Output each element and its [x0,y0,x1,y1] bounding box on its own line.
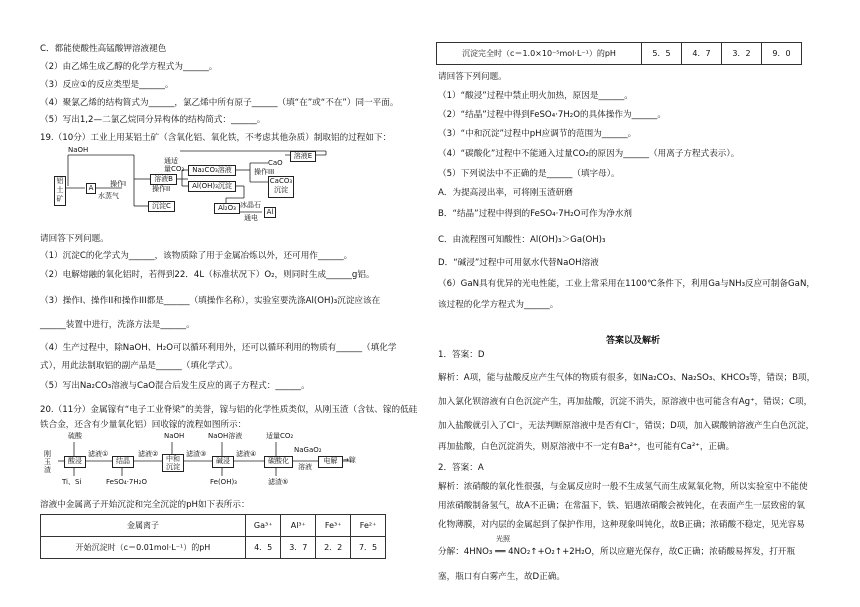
flow19-op2: 操作II [152,185,171,193]
answer-2-explain-4: 分解：4HNO₃ ══ 4NO₂↑+O₂↑+2H₂O，所以应避光保存，故C正确；浓硝酸易挥发，打开瓶 [438,547,796,557]
answer-1-explain-4: 再加盐酸，白色沉淀消失，则原溶液中不一定有Ba²⁺，也可能有Ca²⁺，正确。 [438,442,735,452]
table-cell: 9．0 [762,43,802,65]
flow20-filtrate-1: 滤液① [88,450,109,458]
flow19-al2o3: Al₂O₃ [214,203,240,214]
q20-part6: （6）GaN具有优异的光电性能，工业上常采用在1100℃条件下，利用Ga与NH₃反应可制备GaN， [438,279,815,289]
q20-intro: 20.（11分）金属镓有“电子工业脊梁”的美誉，镓与铝的化学性质类似，从刚玉渣（含钛、镓的低硅 [40,405,418,415]
flow20-neutralize-1: 中和 [166,455,180,463]
flow20-nagao2: NaGaO₂ [294,446,322,454]
q20-intro-cont: 铁合金，还含有少量氧化铝）回收镓的流程如图所示： [40,420,247,430]
answer-2-explain-2: 用浓硝酸制备氢气，故A不正确；在常温下，铁、铝遇浓硝酸会被钝化，在表面产生一层致密的氧 [438,501,805,511]
table-header-fe3: Fe³⁺ [316,515,351,537]
flow20-carbonation: 碳酸化 [264,456,293,468]
ph-table-top [40,514,386,559]
flow19-na2co3: Na₂CO₃溶液 [188,165,236,176]
flow19-caco3 [268,176,294,198]
table-header-ga: Ga³⁺ [246,515,281,537]
q19-part2: （2）电解熔融的氧化铝时，若得到22．4L（标准状况下）O₂，则同时生成______g铝。 [40,270,375,280]
right-column [436,0,836,607]
flow20-filtrate-2: 滤液② [138,450,159,458]
flow19-precipitate-c: 沉淀C [148,201,175,212]
flow20-neutralize-2: 沉淀 [166,463,180,471]
flow20-feoh3: Fe(OH)₃ [210,478,237,486]
table-header-ion: 金属离子 [41,515,246,537]
light-label: 光照 [496,535,510,543]
flow19-water: 水蒸气 [98,192,119,200]
flow20-nagao2-solution: 溶液 [298,463,312,471]
answer-2-explain-1: 解析：浓硝酸的氧化性很强，与金属反应时一般不生成氢气而生成氮氧化物，所以实验室中不能使 [438,482,808,492]
q20-option-d: D．“碱浸”过程中可用氨水代替NaOH溶液 [438,258,599,268]
q20-part5: （5）下列说法中不正确的是______（填字母）。 [438,169,620,179]
table-cell: 3．7 [281,537,316,559]
flow20-sulfuric-acid: 硫酸 [68,432,82,440]
answer-2-explain-5: 塞，瓶口有白雾产生，故D正确。 [438,572,565,582]
flow19-caco3-label: 沉淀 [274,186,288,194]
flow20-acid-leach: 酸浸 [64,456,86,468]
flow20-raw: 刚玉渣 [44,450,51,474]
q19-part4-cont: 式），用此法制取铝的副产品是______（填化学式）。 [40,361,238,371]
q20-option-b: B．“结晶”过程中得到的FeSO₄·7H₂O可作为净水剂 [438,209,633,219]
q18-part2: （2）由乙烯生成乙醇的化学方程式为______。 [40,62,218,72]
q20-part2: （2）“结晶”过程中得到FeSO₄·7H₂O的具体操作为______。 [438,110,666,120]
q19-part1: （1）沉淀C的化学式为______，该物质除了用于金属冶炼以外，还可用作______。 [40,251,353,261]
flow19-caco3-formula: CaCO₃ [269,177,293,185]
q19-part3: （3）操作I、操作II和操作III都是______（填操作名称），实验室要洗涤Al(OH)₃沉淀应该在 [40,296,381,306]
flow19-op1: 操作I [110,180,127,188]
flow20-naoh: NaOH [164,432,185,440]
left-column [36,0,430,607]
flow20-feso4: FeSO₄·7H₂O [106,478,147,486]
table-intro: 溶液中金属离子开始沉淀和完全沉淀的pH如下表所示： [40,500,250,510]
q20-part6-cont: 该过程的化学方程式为______。 [438,300,559,310]
q19-part4: （4）生产过程中，除NaOH、H₂O可以循环利用外，还可以循环利用的物质有______（填化学 [40,343,397,353]
flow19-co2-line2: 量CO₂ [164,165,185,173]
flow20-crystallize: 结晶 [112,456,134,468]
q19-intro: 19.（10分）工业上用某铝土矿（含氧化铝、氧化铁，不考虑其他杂质）制取铝的过程如下： [40,133,392,143]
answer-2: 2．答案：A [438,463,484,473]
flow19-naoh: NaOH [68,146,89,154]
table-cell: 2．2 [316,537,351,559]
flow19-cao: CaO [268,159,283,167]
answer-title: 答案以及解析 [606,336,661,346]
answer-2-explain-3: 化物薄膜，对内层的金属起到了保护作用，这种现象叫钝化，故B正确；浓硝酸不稳定，见光容易 [438,520,805,530]
flow20-co2: 适量CO₂ [266,432,294,440]
table-row-start [41,537,386,559]
flow20-ti-si: Ti、Si [62,478,82,486]
q18-option-c: C．都能使酸性高锰酸钾溶液褪色 [40,44,167,54]
flow19-a: A [86,183,96,194]
q20-option-a: A．为提高浸出率，可将刚玉渣研磨 [438,188,573,198]
table-row-complete [437,43,802,65]
flow19-electrolysis: 通电 [244,214,258,222]
flow19-co2-line1: 通适 [164,157,178,165]
table-cell: 5．5 [642,43,682,65]
flow-diagram-20 [40,432,370,494]
q20-option-c: C．由流程图可知酸性：Al(OH)₃＞Ga(OH)₃ [438,235,606,245]
q20-part4: （4）“碳酸化”过程中不能通入过量CO₂的原因为______（用离子方程式表示）。 [438,149,740,159]
q19-part3-cont: ______装置中进行，洗涤方法是______。 [40,320,195,330]
flow19-solution-e: 溶液E [290,151,316,162]
table-cell: 4．5 [246,537,281,559]
table-cell: 沉淀完全时（c＝1.0×10⁻⁵mol·L⁻¹）的pH [437,43,642,65]
q18-part4: （4）聚氯乙烯的结构简式为______，氯乙烯中所有原子______（填“在”或“不在”）同一平面。 [40,98,399,108]
answer-1: 1．答案：D [438,350,485,360]
ph-table-bottom [436,42,802,65]
table-cell: 7．5 [351,537,386,559]
q19-part5: （5）写出Na₂CO₃溶液与CaO混合后发生反应的离子方程式：______。 [40,381,310,391]
q18-part5: （5）写出1,2—二氯乙烷同分异构体的结构简式：______。 [40,115,266,125]
table-header-fe2: Fe²⁺ [351,515,386,537]
answer-1-explain-1: 解析：A项，能与盐酸反应产生气体的物质有很多，如Na₂CO₃、Na₂SO₃、KHCO₃等，错误；B项， [438,373,816,383]
flow20-electrolysis: 电解 [318,456,343,468]
answer-1-explain-2: 加入氯化钡溶液有白色沉淀产生，再加盐酸，沉淀不消失，原溶液中也可能含有Ag⁺，错误；C项， [438,397,813,407]
flow20-gallium: →镓 [343,456,356,464]
flow20-naoh-solution: NaOH溶液 [208,432,243,440]
flow20-neutralize [162,454,184,472]
flow20-alkali-leach: 碱浸 [212,456,234,468]
q18-part3: （3）反应①的反应类型是______。 [40,80,174,90]
flow20-residue-3: 滤渣③ [186,450,207,458]
table-header-al: Al³⁺ [281,515,316,537]
flow19-aloh3: Al(OH)₃沉淀 [188,181,236,192]
table-cell: 开始沉淀时（c＝0.01mol·L⁻¹）的pH [41,537,246,559]
table-cell: 4．7 [682,43,722,65]
flow20-residue-5: 滤渣⑤ [268,478,289,486]
q19-prompt: 请回答下列问题。 [40,234,109,244]
flow19-op3: 操作III [254,168,275,176]
flow-diagram-19 [40,146,340,222]
flow19-al: Al [264,207,276,218]
answer-1-explain-3: 加入盐酸就引入了Cl⁻，无法判断原溶液中是否有Cl⁻，错误；D项，加入碳酸钠溶液产生白色沉淀， [438,421,815,431]
flow19-cryolite: 冰晶石 [240,201,261,209]
flow19-solution-b: 溶液B [150,174,177,185]
flow19-ore: 铝土矿 [54,176,66,206]
q20-part1: （1）“酸浸”过程中禁止明火加热，原因是______。 [438,91,633,101]
q20-part3: （3）“中和沉淀”过程中pH应调节的范围为______。 [438,129,637,139]
q20-prompt: 请回答下列问题。 [438,72,507,82]
table-header-row [41,515,386,537]
flow20-filtrate-4: 滤液④ [236,450,257,458]
table-cell: 3．2 [722,43,762,65]
